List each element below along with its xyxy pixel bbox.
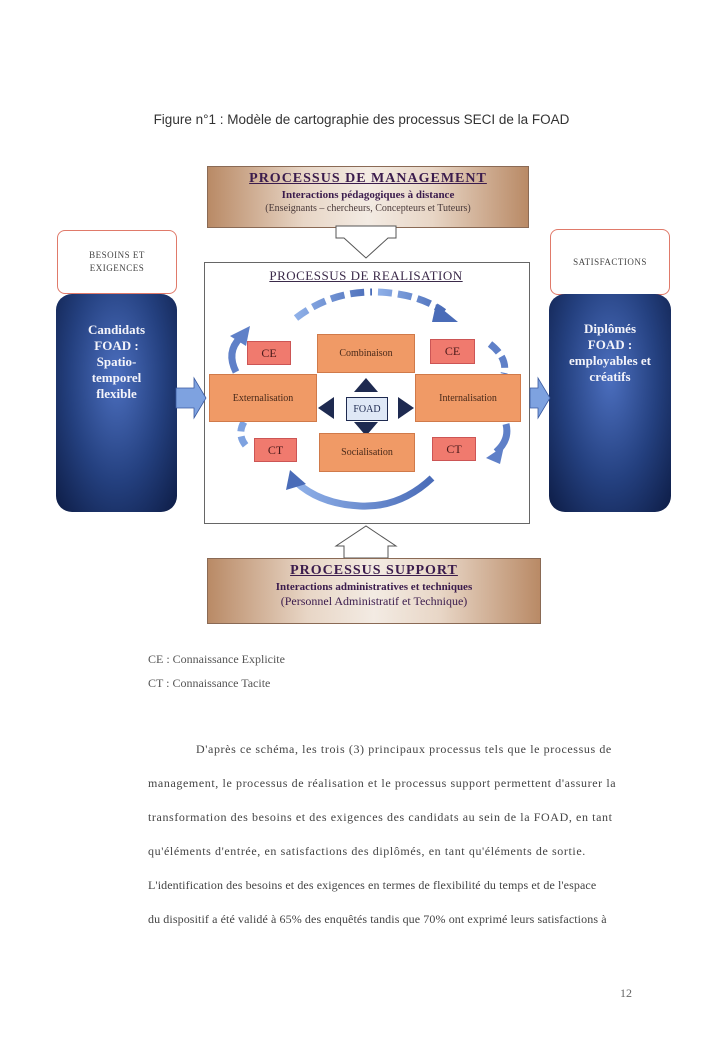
output-arrow [530, 378, 550, 418]
management-title: PROCESSUS DE MANAGEMENT [249, 171, 487, 186]
socialisation-label: Socialisation [341, 447, 393, 458]
ct-tag-left [254, 438, 297, 462]
ce-tag-right [430, 339, 475, 364]
management-down-arrow [336, 226, 396, 258]
page-number: 12 [620, 986, 632, 1000]
ct-tag-left-label: CT [267, 442, 284, 457]
left-arc [232, 338, 240, 372]
foad-center-label: FOAD [353, 403, 381, 415]
socialisation-box [319, 433, 415, 472]
externalisation-box [209, 374, 317, 422]
realisation-title: PROCESSUS DE REALISATION [269, 268, 463, 283]
support-title: PROCESSUS SUPPORT [290, 563, 458, 578]
support-detail: (Personnel Administratif et Technique) [280, 594, 468, 608]
internalisation-label: Internalisation [439, 392, 497, 404]
input-arrow [176, 378, 206, 418]
ce-tag-left [247, 341, 291, 365]
right-arc [490, 344, 505, 374]
support-process-box [207, 558, 541, 624]
left-lower-arc [241, 422, 248, 448]
besoins-label: BESOINS ET EXIGENCES [89, 250, 145, 273]
foad-arrow-left [318, 397, 334, 419]
support-subtitle: Interactions administratives et techniques [275, 581, 473, 593]
top-arc-left [296, 292, 372, 318]
ce-tag-left-label: CE [261, 345, 277, 360]
candidats-line-1: Candidats [87, 322, 146, 337]
figure-title: Figure n°1 : Modèle de cartographie des processus SECI de la FOAD [153, 112, 570, 127]
combination-box [317, 334, 415, 373]
foad-arrow-right [398, 397, 414, 419]
legend-ct: CT : Connaissance Tacite [148, 676, 271, 690]
internalisation-box [415, 374, 521, 422]
externalisation-label: Externalisation [232, 392, 294, 404]
combination-label: Combinaison [339, 348, 393, 359]
management-detail: (Enseignants – chercheurs, Concepteurs et Tuteurs) [265, 203, 471, 214]
diplomes-line-3: employables et [569, 353, 651, 368]
diplomes-line-4: créatifs [589, 369, 631, 384]
candidats-line-5: flexible [96, 386, 137, 401]
paragraph-line-5: L'identification des besoins et des exigences en termes de flexibilité du temps et de l'espace [148, 878, 597, 892]
support-up-arrow [336, 526, 396, 558]
foad-center-box [346, 397, 388, 421]
candidats-line-2: FOAD : [94, 338, 139, 353]
ct-tag-right [432, 437, 476, 461]
bottom-arc [296, 478, 432, 506]
candidats-line-4: temporel [91, 370, 142, 385]
ct-tag-right-label: CT [446, 441, 462, 456]
legend-ce: CE : Connaissance Explicite [148, 652, 285, 666]
satisfactions-label: SATISFACTIONS [573, 257, 647, 267]
paragraph-line-2: management, le processus de réalisation et le processus support permettent d'assurer la [148, 776, 617, 790]
top-arc-right [378, 292, 444, 312]
diplomes-line-2: FOAD : [587, 337, 633, 352]
paragraph-line-3: transformation des besoins et des exigences des candidats au sein de la FOAD, en tant [148, 810, 613, 824]
candidats-line-3: Spatio- [96, 354, 137, 369]
paragraph-line-4: qu'éléments d'entrée, en satisfactions des diplômés, en tant qu'éléments de sortie. [148, 844, 586, 858]
management-subtitle: Interactions pédagogiques à distance [281, 189, 455, 201]
foad-arrow-up [354, 378, 378, 392]
ce-tag-right-label: CE [444, 344, 461, 358]
diplomes-line-1: Diplômés [584, 321, 636, 336]
top-arc-head [432, 304, 458, 322]
paragraph-line-6: du dispositif a été validé à 65% des enquêtés tandis que 70% ont exprimé leurs satisfactions à [148, 912, 607, 926]
paragraph-line-1: D'après ce schéma, les trois (3) principaux processus tels que le processus de [196, 742, 612, 756]
